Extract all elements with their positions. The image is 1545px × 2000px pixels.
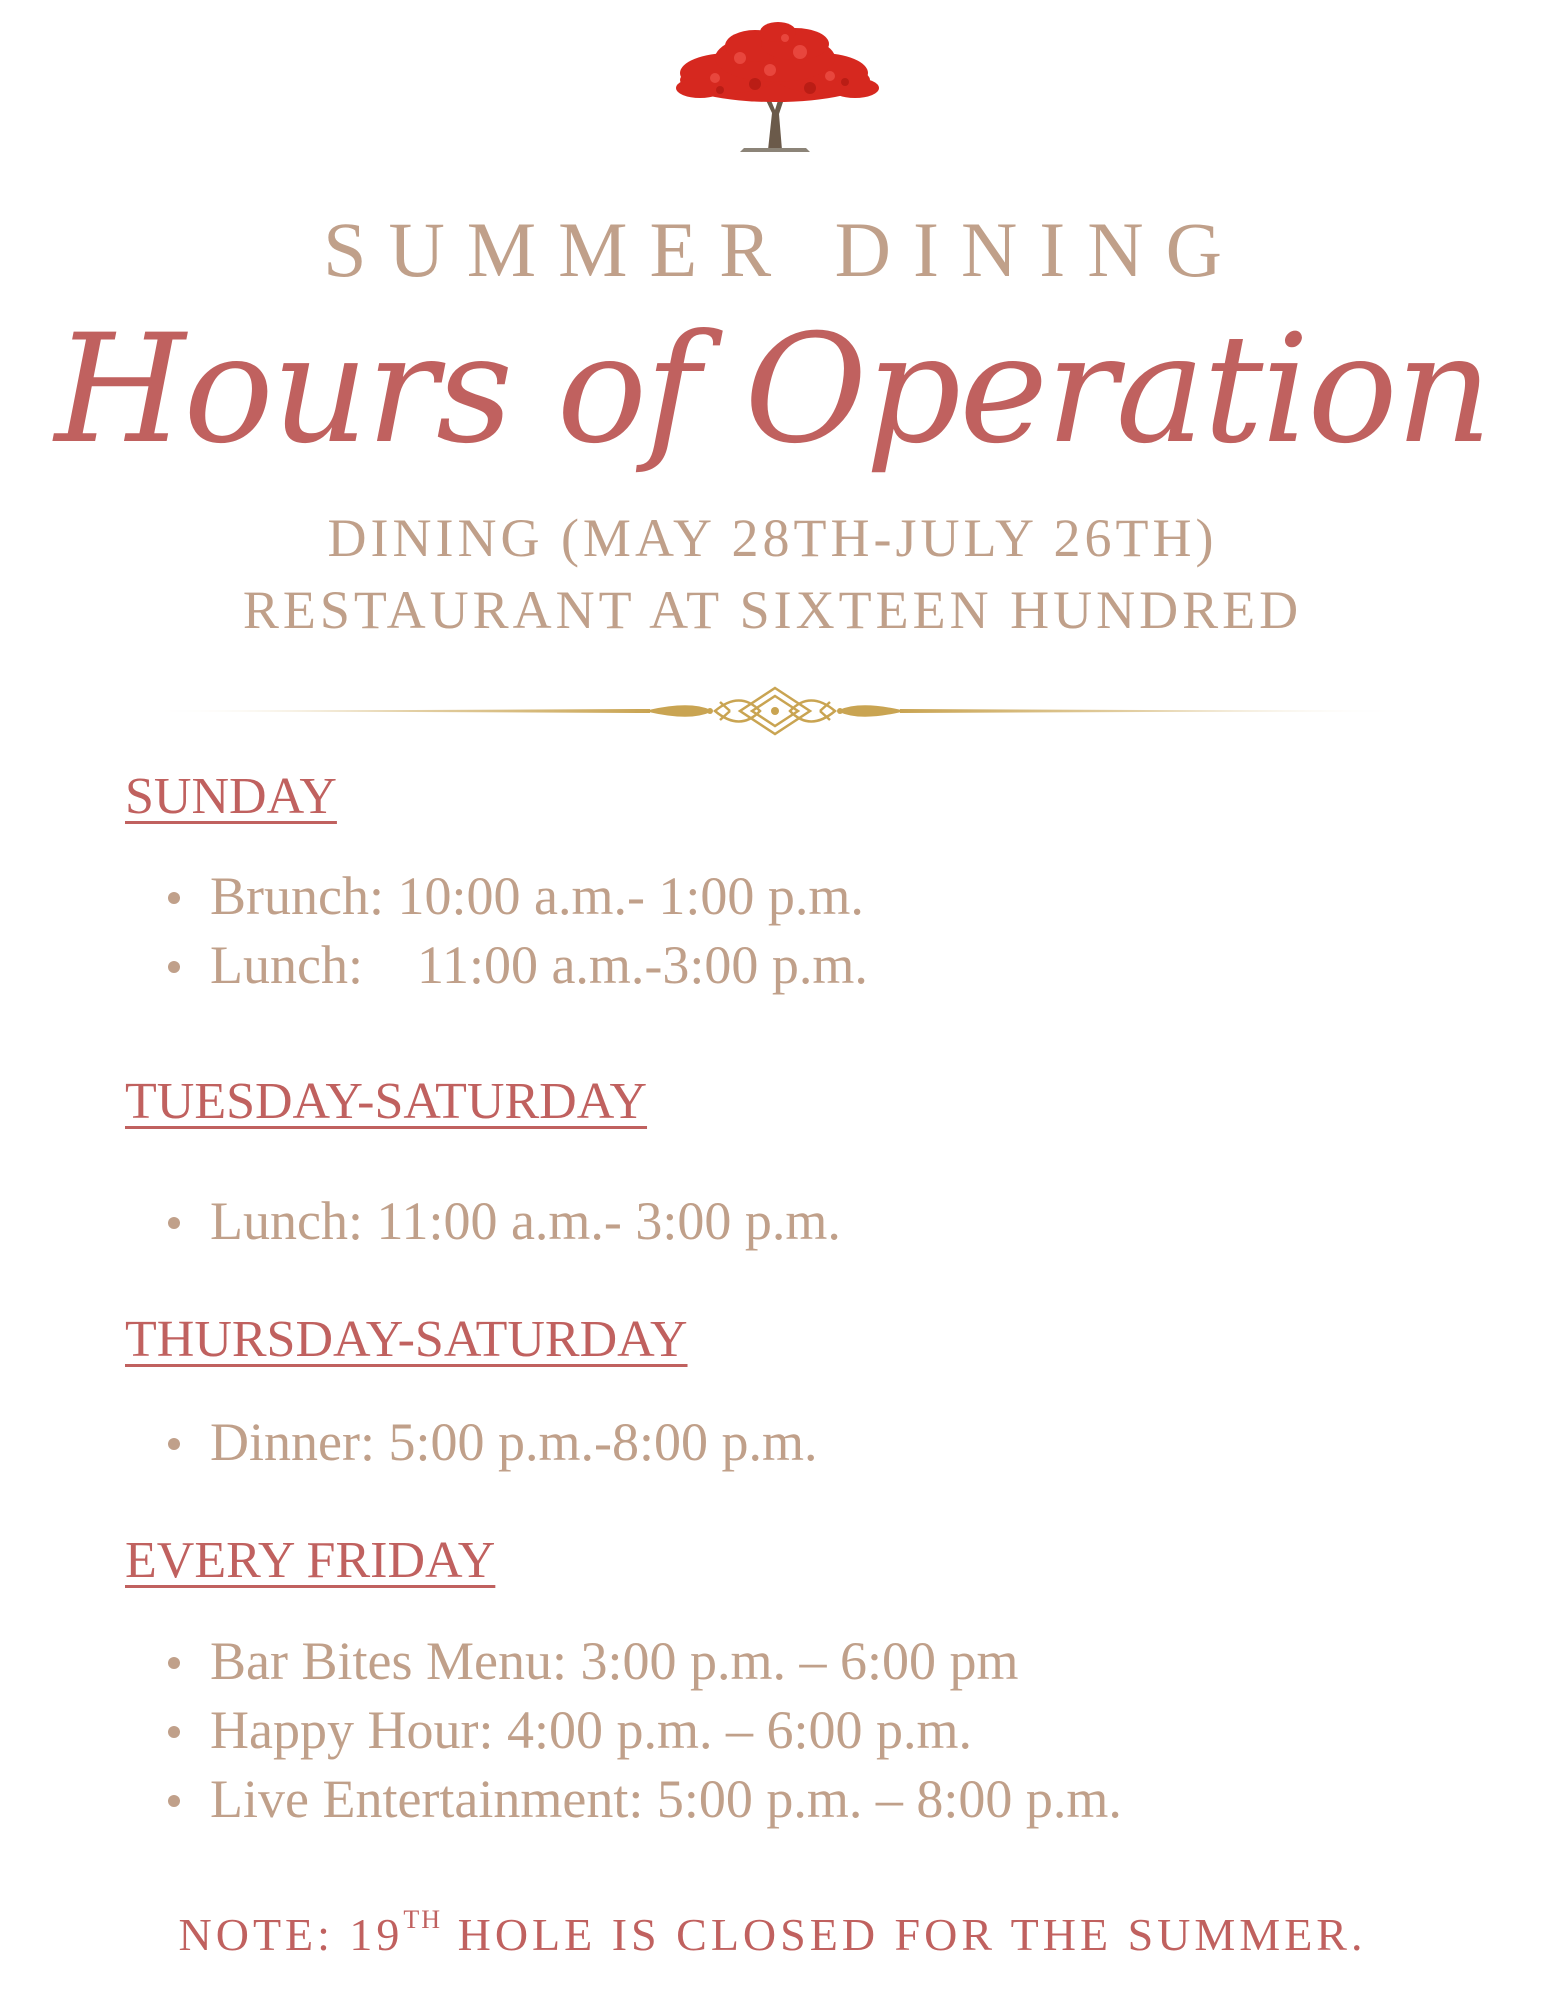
bullet-icon [168,1438,180,1450]
list-tuesday-saturday [150,1187,841,1256]
ornamental-divider [150,680,1400,740]
list-item [150,1187,841,1256]
page-title: Hours of Operation [54,303,1491,477]
list-every-friday [150,1627,1122,1834]
red-tree-icon [660,18,890,153]
bullet-icon [168,892,180,904]
list-item-text: Lunch: 11:00 a.m.-3:00 p.m. [210,935,868,995]
bullet-icon [168,1795,180,1807]
bullet-icon [168,1217,180,1229]
list-sunday [150,862,868,1000]
section-heading-thursday-saturday: THURSDAY-SATURDAY [125,1311,688,1368]
list-item-text: Dinner: 5:00 p.m.-8:00 p.m. [210,1412,818,1472]
note-suffix: HOLE IS CLOSED FOR THE SUMMER. [442,1909,1367,1960]
list-item [150,931,868,1000]
list-item-text: Lunch: 11:00 a.m.- 3:00 p.m. [210,1191,841,1251]
section-heading-every-friday: EVERY FRIDAY [125,1532,496,1589]
note-prefix: NOTE: 19 [178,1909,404,1960]
bullet-icon [168,1657,180,1669]
list-item-text: Live Entertainment: 5:00 p.m. – 8:00 p.m. [210,1769,1122,1829]
dining-dates: DINING (MAY 28TH-JULY 26TH) [327,508,1218,568]
list-item [150,1408,817,1477]
note-superscript: TH [403,1905,443,1934]
closure-note [0,1905,1545,1965]
list-item-text: Brunch: 10:00 a.m.- 1:00 p.m. [210,866,864,926]
list-item [150,862,868,931]
list-item-text: Happy Hour: 4:00 p.m. – 6:00 p.m. [210,1700,972,1760]
restaurant-name: RESTAURANT AT SIXTEEN HUNDRED [242,580,1303,640]
bullet-icon [168,1726,180,1738]
subtitle: SUMMER DINING [323,206,1244,293]
bullet-icon [168,961,180,973]
list-item-text: Bar Bites Menu: 3:00 p.m. – 6:00 pm [210,1631,1019,1691]
list-thursday-saturday [150,1408,817,1477]
list-item [150,1627,1122,1696]
section-heading-tuesday-saturday: TUESDAY-SATURDAY [125,1073,648,1130]
list-item [150,1765,1122,1834]
list-item [150,1696,1122,1765]
section-heading-sunday: SUNDAY [125,768,337,825]
